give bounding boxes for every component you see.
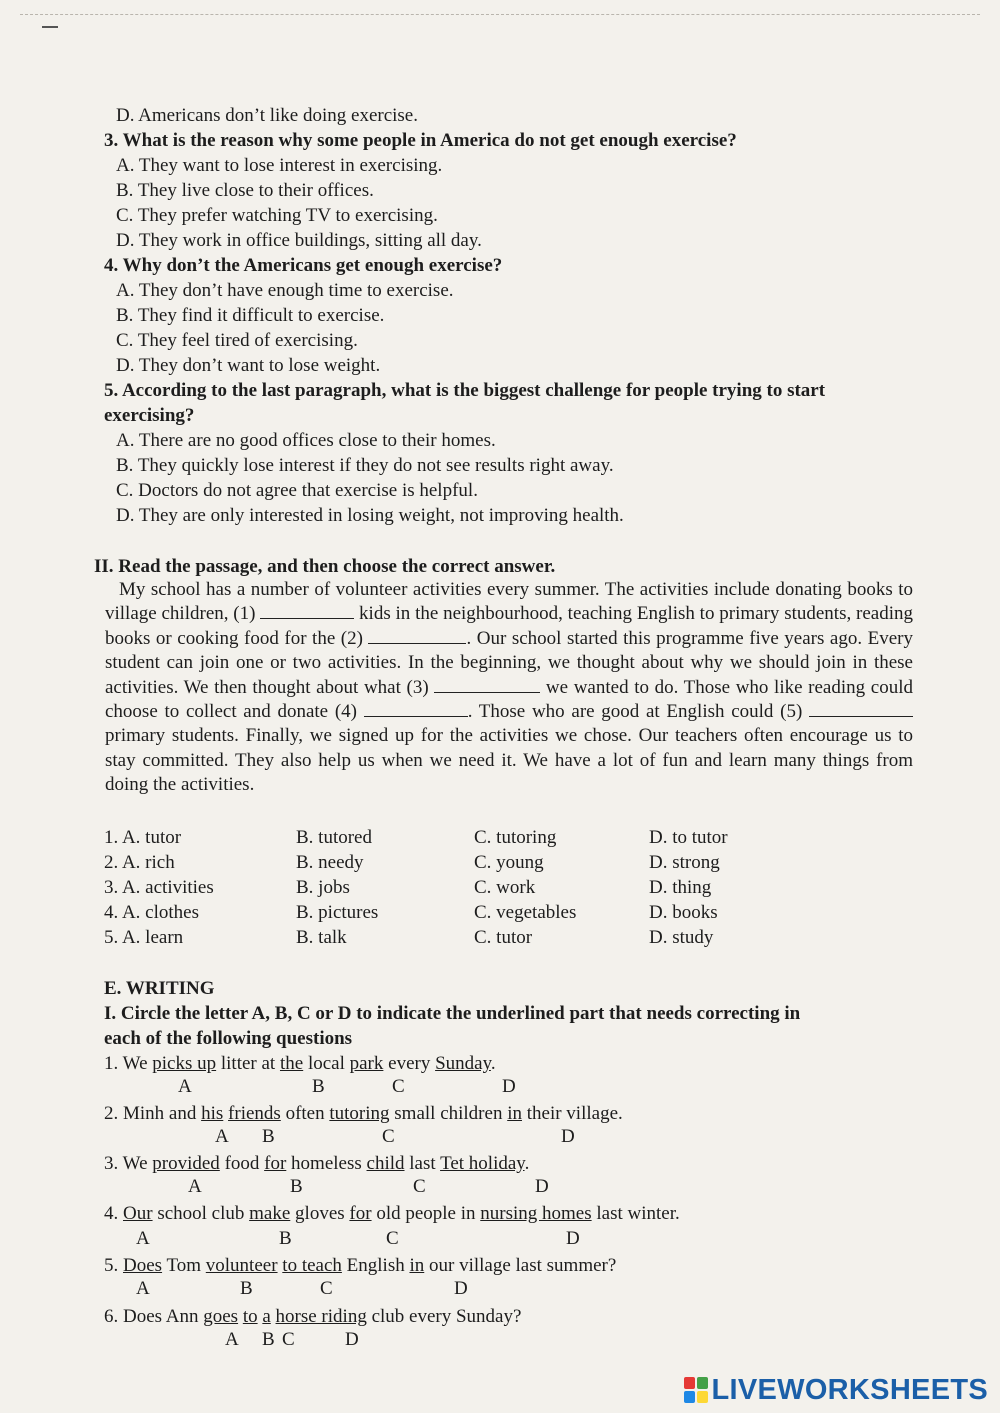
letter-a[interactable]: A xyxy=(225,1329,239,1350)
option-5d[interactable]: D. study xyxy=(649,927,714,948)
sentence-text: their village. xyxy=(521,1103,623,1124)
letter-b[interactable]: B xyxy=(290,1176,303,1197)
passage-part-2: kids in the neighbourhood, teaching English to primary students, reading books or cooking food for the (2) xyxy=(105,603,913,649)
part-a[interactable]: Does xyxy=(123,1255,163,1276)
q3-option-a: A. They want to lose interest in exercising. xyxy=(116,155,443,176)
option-4d[interactable]: D. books xyxy=(649,902,718,923)
letter-b[interactable]: B xyxy=(312,1076,325,1097)
blank-3[interactable] xyxy=(434,676,540,693)
part-a[interactable]: picks up xyxy=(152,1053,217,1074)
part-d[interactable]: Sunday xyxy=(435,1053,491,1074)
q5-option-c: C. Doctors do not agree that exercise is helpful. xyxy=(116,480,478,501)
top-border xyxy=(20,14,980,15)
letters-1 xyxy=(0,1076,600,1098)
sentence-text: 6. Does Ann xyxy=(104,1306,204,1327)
error-sentence-3 xyxy=(104,1152,529,1176)
liveworksheets-logo xyxy=(684,1373,989,1407)
part-d[interactable]: horse riding xyxy=(275,1306,367,1327)
part-c[interactable]: park xyxy=(349,1053,384,1074)
sentence-text: . xyxy=(490,1053,496,1074)
sentence-text: our village last summer? xyxy=(424,1255,617,1276)
part-a[interactable]: Our xyxy=(123,1203,153,1224)
letter-a[interactable]: A xyxy=(136,1228,150,1249)
letter-b[interactable]: B xyxy=(262,1126,275,1147)
letter-c[interactable]: C xyxy=(282,1329,295,1350)
logo-text: LIVEWORKSHEETS xyxy=(711,1373,988,1406)
part-b[interactable]: volunteer xyxy=(205,1255,278,1276)
sentence-text: old people in xyxy=(371,1203,481,1224)
sentence-text: local xyxy=(303,1053,350,1074)
part-d[interactable]: in xyxy=(409,1255,425,1276)
reading-passage xyxy=(105,578,913,798)
sentence-text: club every Sunday? xyxy=(366,1306,522,1327)
q5-option-a: A. There are no good offices close to their homes. xyxy=(116,430,496,451)
passage-part-5: . Those who are good at English could (5) xyxy=(467,701,809,723)
option-2c[interactable]: C. young xyxy=(474,852,544,873)
sentence-text: often xyxy=(280,1103,330,1124)
writing-instruction-1: I. Circle the letter A, B, C or D to indicate the underlined part that needs correcting in xyxy=(104,1003,801,1024)
error-sentence-5 xyxy=(104,1254,616,1278)
passage-part-4: we wanted to do. Those who like reading could choose to collect and donate (4) xyxy=(105,676,913,723)
letter-d[interactable]: D xyxy=(561,1126,575,1147)
letters-3 xyxy=(0,1176,600,1198)
logo-square xyxy=(697,1391,708,1403)
option-4b[interactable]: B. pictures xyxy=(296,902,379,923)
letters-4 xyxy=(0,1228,600,1250)
part-d[interactable]: in xyxy=(507,1103,522,1124)
blank-4[interactable] xyxy=(364,700,468,717)
letter-a[interactable]: A xyxy=(136,1278,150,1299)
q2-option-d: D. Americans don’t like doing exercise. xyxy=(116,105,418,126)
logo-grid-icon xyxy=(684,1377,708,1403)
logo-square xyxy=(684,1391,695,1403)
option-3d[interactable]: D. thing xyxy=(649,877,712,898)
sentence-text: 5. xyxy=(104,1255,123,1276)
q4-option-d: D. They don’t want to lose weight. xyxy=(116,355,381,376)
part-a[interactable]: his xyxy=(201,1103,224,1124)
blank-1[interactable] xyxy=(260,602,354,619)
part-d[interactable]: nursing homes xyxy=(480,1203,592,1224)
error-sentence-2 xyxy=(104,1102,623,1126)
letter-a[interactable]: A xyxy=(215,1126,229,1147)
part-b[interactable]: to xyxy=(242,1306,258,1327)
part-b[interactable]: make xyxy=(249,1203,291,1224)
letter-b[interactable]: B xyxy=(240,1278,253,1299)
option-1c[interactable]: C. tutoring xyxy=(474,827,557,848)
logo-square xyxy=(697,1377,708,1389)
letter-c[interactable]: C xyxy=(413,1176,426,1197)
error-sentence-1 xyxy=(104,1052,496,1076)
part-c[interactable]: a xyxy=(262,1306,271,1327)
question-3: 3. What is the reason why some people in America do not get enough exercise? xyxy=(104,130,737,151)
question-5-line1: 5. According to the last paragraph, what is the biggest challenge for people trying to start xyxy=(104,380,826,401)
option-4c[interactable]: C. vegetables xyxy=(474,902,577,923)
part-d[interactable]: Tet holiday xyxy=(440,1153,525,1174)
question-5-line2: exercising? xyxy=(104,405,195,426)
letter-b[interactable]: B xyxy=(262,1329,275,1350)
letters-2 xyxy=(0,1126,600,1148)
passage-options-5 xyxy=(104,926,804,950)
option-5c[interactable]: C. tutor xyxy=(474,927,533,948)
section-2-heading: II. Read the passage, and then choose the correct answer. xyxy=(94,556,556,577)
option-1b[interactable]: B. tutored xyxy=(296,827,372,848)
passage-part-1: My school has a number of volunteer activities every summer. The activities include donating books to village children, (1) xyxy=(105,579,913,625)
blank-5[interactable] xyxy=(809,700,913,717)
sentence-text: homeless xyxy=(286,1153,367,1174)
error-sentence-6 xyxy=(104,1305,521,1329)
sentence-text: 3. We xyxy=(104,1153,153,1174)
option-2a[interactable]: 2. A. rich xyxy=(104,852,175,873)
part-c[interactable]: tutoring xyxy=(329,1103,390,1124)
error-sentence-4 xyxy=(104,1202,680,1226)
sentence-text: . xyxy=(524,1153,530,1174)
part-c[interactable]: child xyxy=(366,1153,405,1174)
letter-c[interactable]: C xyxy=(392,1076,405,1097)
letter-c[interactable]: C xyxy=(382,1126,395,1147)
option-5a[interactable]: 5. A. learn xyxy=(104,927,184,948)
passage-options-2 xyxy=(104,851,804,875)
q4-option-a: A. They don’t have enough time to exercise. xyxy=(116,280,454,301)
sentence-text: school club xyxy=(152,1203,250,1224)
passage-options-3 xyxy=(104,876,804,900)
letter-d[interactable]: D xyxy=(502,1076,516,1097)
letter-d[interactable]: D xyxy=(535,1176,549,1197)
sentence-text: litter at xyxy=(216,1053,280,1074)
writing-instruction-2: each of the following questions xyxy=(104,1028,353,1049)
sentence-text: 2. Minh and xyxy=(104,1103,202,1124)
letter-b[interactable]: B xyxy=(279,1228,292,1249)
option-5b[interactable]: B. talk xyxy=(296,927,347,948)
letters-5 xyxy=(0,1278,600,1300)
letter-d[interactable]: D xyxy=(345,1329,359,1350)
sentence-text: last winter. xyxy=(591,1203,680,1224)
part-b[interactable]: friends xyxy=(228,1103,281,1124)
letter-c[interactable]: C xyxy=(320,1278,333,1299)
sentence-text: gloves xyxy=(290,1203,350,1224)
q3-option-b: B. They live close to their offices. xyxy=(116,180,374,201)
passage-options-4 xyxy=(104,901,804,925)
question-4: 4. Why don’t the Americans get enough exercise? xyxy=(104,255,503,276)
letters-6 xyxy=(0,1329,600,1351)
part-b[interactable]: the xyxy=(279,1053,304,1074)
sentence-text: 4. xyxy=(104,1203,123,1224)
q4-option-b: B. They find it difficult to exercise. xyxy=(116,305,385,326)
logo-square xyxy=(684,1377,695,1389)
q5-option-d: D. They are only interested in losing weight, not improving health. xyxy=(116,505,624,526)
option-3a[interactable]: 3. A. activities xyxy=(104,877,214,898)
part-b[interactable]: for xyxy=(264,1153,287,1174)
corner-mark xyxy=(42,26,58,28)
letter-c[interactable]: C xyxy=(386,1228,399,1249)
passage-options-1 xyxy=(104,826,804,850)
part-c[interactable]: for xyxy=(349,1203,372,1224)
blank-2[interactable] xyxy=(368,627,466,644)
writing-heading: E. WRITING xyxy=(104,978,215,999)
part-c[interactable]: to teach xyxy=(282,1255,342,1276)
sentence-text: food xyxy=(219,1153,265,1174)
option-4a[interactable]: 4. A. clothes xyxy=(104,902,199,923)
option-1d[interactable]: D. to tutor xyxy=(649,827,728,848)
sentence-text: English xyxy=(341,1255,410,1276)
q3-option-d: D. They work in office buildings, sitting all day. xyxy=(116,230,482,251)
sentence-text: 1. We xyxy=(104,1053,153,1074)
sentence-text: every xyxy=(383,1053,436,1074)
option-3b[interactable]: B. jobs xyxy=(296,877,350,898)
option-2b[interactable]: B. needy xyxy=(296,852,364,873)
q4-option-c: C. They feel tired of exercising. xyxy=(116,330,358,351)
letter-a[interactable]: A xyxy=(178,1076,192,1097)
passage-part-6: primary students. Finally, we signed up for the activities we chose. Our teachers often encourage us to stay committed. They also help us when we need it. We have a lot of fun and learn many things from doing the activities. xyxy=(105,725,913,796)
q5-option-b: B. They quickly lose interest if they do not see results right away. xyxy=(116,455,614,476)
letter-d[interactable]: D xyxy=(454,1278,468,1299)
option-1a[interactable]: 1. A. tutor xyxy=(104,827,182,848)
sentence-text: last xyxy=(404,1153,441,1174)
option-3c[interactable]: C. work xyxy=(474,877,536,898)
option-2d[interactable]: D. strong xyxy=(649,852,720,873)
sentence-text: Tom xyxy=(162,1255,206,1276)
part-a[interactable]: goes xyxy=(203,1306,239,1327)
sentence-text: small children xyxy=(389,1103,508,1124)
letter-a[interactable]: A xyxy=(188,1176,202,1197)
q3-option-c: C. They prefer watching TV to exercising. xyxy=(116,205,438,226)
part-a[interactable]: provided xyxy=(152,1153,220,1174)
passage-part-3: . Our school started this programme five years ago. Every student can join one or two activities. In the beginning, we thought about why we should join in these activities. We then thought about what (3) xyxy=(105,627,913,698)
letter-d[interactable]: D xyxy=(566,1228,580,1249)
